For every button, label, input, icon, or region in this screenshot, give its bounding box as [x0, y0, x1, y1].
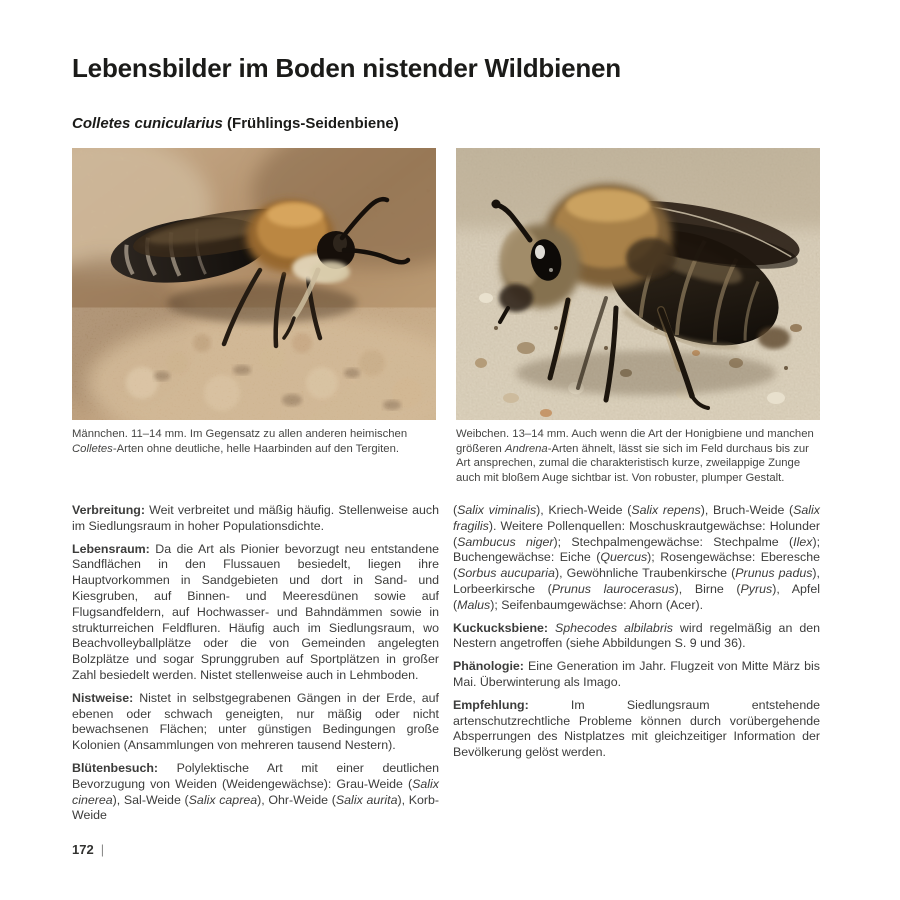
text-segment: Salix fragilis: [453, 503, 820, 533]
text-column-left: [72, 503, 439, 831]
species-heading: [72, 114, 399, 133]
text-segment: ), Bruch-Weide (: [700, 503, 794, 517]
text-segment: Salix cinerea: [72, 776, 439, 807]
text-segment: Salix repens: [631, 503, 701, 517]
text-segment: Salix aurita: [335, 792, 398, 807]
page-title: Lebensbilder im Boden nistender Wildbienen: [72, 53, 621, 83]
text-segment: Weibchen. 13–14 mm. Auch wenn die Art der Honigbiene und manchen größeren: [456, 428, 814, 455]
text-segment: Quercus: [600, 550, 648, 565]
page-number: 172: [72, 842, 94, 857]
text-segment: Nistet in selbstgegrabenen Gängen in der Erde, auf ebenen oder schwach geneigten, nur mäßig oder nicht bewachsenen Flächen; unter günstigen Bedingungen große Kolonien (Ansammlungen von mehreren tausend Nestern).: [72, 690, 439, 753]
text-segment: ), Ohr-Weide (: [257, 792, 336, 807]
text-segment: ), Apfel (: [453, 581, 820, 612]
text-segment: Verbreitung:: [72, 503, 145, 517]
text-segment: Empfehlung:: [453, 697, 529, 712]
text-segment: Sambucus niger: [457, 534, 554, 549]
text-segment: [548, 621, 555, 635]
text-segment: Salix caprea: [188, 792, 258, 807]
paragraph: [72, 503, 439, 535]
text-segment: Prunus laurocerasus: [551, 581, 675, 596]
text-segment: Nistweise:: [72, 690, 134, 705]
text-segment: ). Weitere Pollenquellen: Moschuskrautgewächse: Holunder (: [453, 518, 820, 549]
text-segment: Phänologie:: [453, 659, 524, 674]
paragraph: [453, 659, 820, 691]
text-segment: ); Buchengewächse: Eiche (: [453, 534, 821, 565]
page-number-separator: |: [100, 842, 105, 857]
text-segment: Pyrus: [740, 581, 773, 596]
text-segment: ), Lorbeerkirsche (: [453, 566, 820, 596]
figure-male-bee: [72, 148, 436, 485]
text-segment: Weit verbreitet und mäßig häufig. Stellenweise auch im Siedlungsraum in hoher Populationsdichte.: [72, 503, 439, 533]
female-bee-photo: [456, 148, 820, 420]
text-segment: Kuckucksbiene:: [453, 620, 549, 635]
text-segment: ), Kriech-Weide (: [536, 503, 632, 517]
text-segment: ); Stechpalmengewächse: Stechpalme (: [553, 534, 794, 549]
text-segment: (Frühlings-Seidenbiene): [222, 115, 399, 132]
paragraph: [72, 691, 439, 754]
text-segment: ); Seifenbaumgewächse: Ahorn (Acer).: [490, 597, 704, 612]
text-segment: Salix viminalis: [457, 503, 537, 517]
paragraph: [72, 761, 439, 824]
text-segment: ), Birne (: [674, 581, 741, 596]
text-segment: ), Korb-Weide: [72, 792, 440, 823]
text-segment: (: [453, 503, 458, 517]
paragraph: [72, 542, 439, 684]
text-segment: Polylektische Art mit einer deutlichen Bevorzugung von Weiden (Weidengewächse): Grau-Weide (: [72, 760, 439, 791]
text-segment: ), Gewöhnliche Traubenkirsche (: [554, 566, 736, 581]
female-bee-photo-svg: [456, 148, 820, 420]
text-segment: Sorbus aucuparia: [457, 566, 555, 581]
text-segment: Andrena: [504, 442, 548, 455]
paragraph: [453, 621, 820, 653]
female-bee-caption: [456, 427, 820, 485]
text-segment: Sphecodes albilabris: [555, 620, 673, 635]
figure-female-bee: [456, 148, 820, 485]
text-segment: ); Rosengewächse: Eberesche (: [453, 550, 820, 581]
text-column-right: [453, 503, 820, 831]
text-segment: wird regelmäßig an den Nestern angetroffen (siehe Abbildungen S. 9 und 36).: [453, 620, 820, 651]
text-segment: Eine Generation im Jahr. Flugzeit von Mitte März bis Mai. Überwinterung als Imago.: [453, 659, 820, 689]
text-segment: Prunus padus: [735, 566, 813, 581]
paragraph: [453, 503, 820, 614]
text-segment: Ilex: [793, 534, 813, 549]
text-segment: -Arten ähnelt, lässt sie sich im Feld durchaus bis zur Art ansprechen, zumal die charakteristisch kurze, zweilappige Zunge auch mit bloßem Auge sichtbar ist. Von robuster, plumper Gestalt.: [456, 442, 809, 484]
page-footer: [72, 842, 104, 857]
text-segment: Colletes: [72, 442, 113, 455]
text-segment: Malus: [457, 597, 491, 612]
text-segment: Da die Art als Pionier bevorzugt neu entstandene Sandflächen in den Flussauen besiedelt, liegen ihre Hauptvorkommen in Sandgebieten und dort in Sand- und Kiesgruben, auf Binnen- und Meeresdünen sowie auf Flugsandfeldern, auf Hochwasser- und Bahndämmen sowie in strukturreichen Feldfluren. Häufig auch im Siedlungsraum, wo Beachvolleyballplätze oder die von Gemeinden angelegten Bolzplätze und sogar Sprunggruben auf Sportplätzen in großer Zahl besiedelt werden. Nistet stellenweise auch in Lehmboden.: [72, 541, 439, 682]
text-segment: Männchen. 11–14 mm. Im Gegensatz zu allen anderen heimischen: [72, 428, 408, 440]
male-bee-caption: [72, 427, 436, 456]
article-body: [72, 503, 820, 831]
text-segment: -Arten ohne deutliche, helle Haarbinden auf den Tergiten.: [112, 442, 400, 455]
male-bee-photo-svg: [72, 148, 436, 420]
text-segment: Lebensraum:: [72, 541, 150, 556]
text-segment: Blütenbesuch:: [72, 760, 159, 775]
male-bee-photo: [72, 148, 436, 420]
text-segment: Colletes cunicularius: [72, 115, 223, 132]
text-segment: Im Siedlungsraum entstehende artenschutzrechtliche Probleme können durch vorübergehende Absperrungen des Nistplatzes mit gleichzeitiger Information der Bevölkerung gelöst werden.: [453, 697, 820, 760]
paragraph: [453, 698, 820, 761]
text-segment: ), Sal-Weide (: [112, 792, 189, 807]
figure-row: [72, 148, 820, 485]
